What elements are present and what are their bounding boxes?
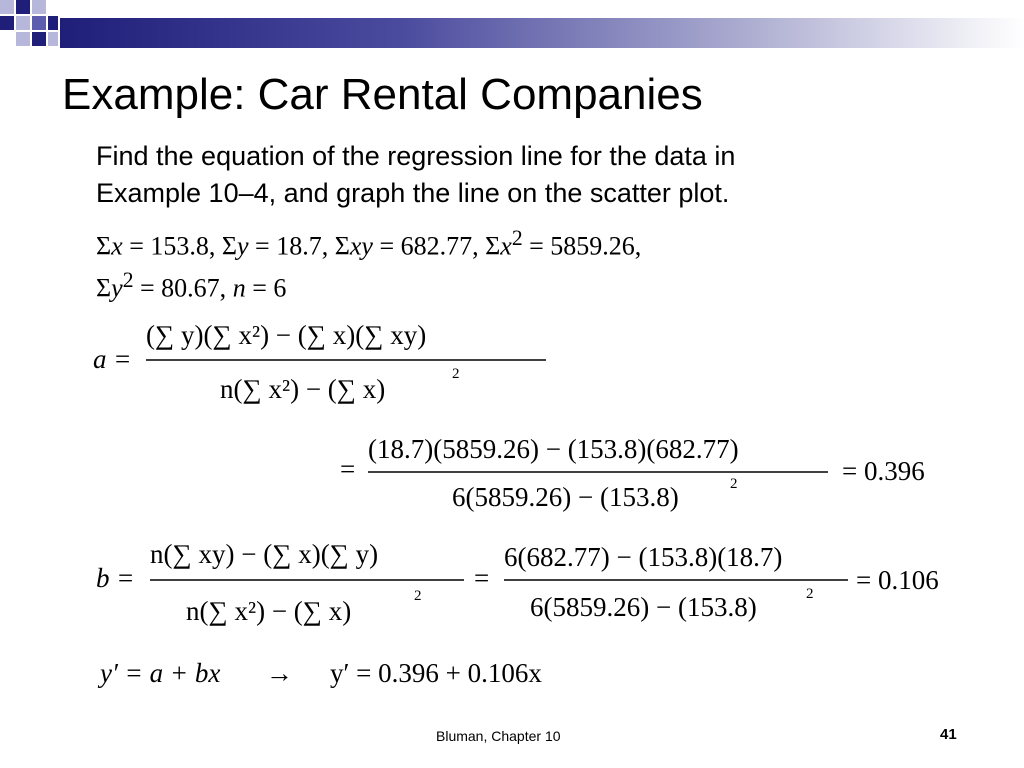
sigma-symbol: Σ	[334, 231, 350, 261]
var-n: n	[232, 273, 246, 303]
b-formula-exponent: 2	[414, 588, 422, 604]
var-xy: xy	[349, 231, 373, 261]
problem-line-2: Example 10–4, and graph the line on the scatter plot.	[96, 178, 730, 208]
sigma-symbol: Σ	[96, 231, 112, 261]
b-calc-exponent: 2	[806, 586, 814, 602]
n-value: = 6	[245, 273, 287, 303]
a-calc-equals: =	[340, 454, 356, 484]
b-formula-denominator: n(∑ x²) − (∑ x)	[186, 596, 352, 626]
a-result: = 0.396	[842, 456, 925, 486]
sum-x2-value: = 5859.26,	[522, 231, 642, 261]
a-calc-numerator: (18.7)(5859.26) − (153.8)(682.77)	[368, 434, 739, 464]
exponent: 2	[122, 268, 134, 292]
slide-title: Example: Car Rental Companies	[62, 70, 703, 119]
sum-x-value: = 153.8,	[122, 231, 222, 261]
b-formula-numerator: n(∑ xy) − (∑ x)(∑ y)	[150, 539, 379, 569]
a-formula-exponent: 2	[452, 366, 460, 382]
sigma-symbol: Σ	[221, 231, 237, 261]
a-label: a =	[93, 344, 132, 374]
a-formula-denominator: n(∑ x²) − (∑ x)	[220, 374, 386, 404]
a-calc-exponent: 2	[730, 476, 738, 492]
sum-xy-value: = 682.77,	[372, 231, 486, 261]
var-y: y	[237, 231, 249, 261]
a-formula-numerator: (∑ y)(∑ x²) − (∑ x)(∑ xy)	[146, 320, 427, 350]
problem-line-1: Find the equation of the regression line for the data in	[96, 141, 736, 171]
sum-y-value: = 18.7,	[248, 231, 335, 261]
a-calc-denominator: 6(5859.26) − (153.8)	[452, 482, 679, 512]
var-x: x	[111, 231, 123, 261]
b-calc-equals: =	[474, 563, 490, 593]
regression-equation: y′ = 0.396 + 0.106x	[330, 658, 542, 688]
implies-arrow: →	[266, 658, 293, 688]
b-result: = 0.106	[856, 565, 939, 595]
var-y: y	[111, 273, 123, 303]
regression-general-form: y′ = a + bx	[100, 658, 221, 688]
page-number: 41	[940, 726, 957, 743]
exponent: 2	[511, 226, 523, 250]
var-x: x	[500, 231, 512, 261]
b-calc-numerator: 6(682.77) − (153.8)(18.7)	[504, 542, 783, 572]
b-label: b =	[96, 563, 135, 593]
sum-y2-value: = 80.67,	[133, 273, 233, 303]
b-calc-denominator: 6(5859.26) − (153.8)	[530, 592, 757, 622]
footer-source: Bluman, Chapter 10	[436, 728, 561, 744]
sigma-symbol: Σ	[485, 231, 501, 261]
sigma-symbol: Σ	[96, 273, 112, 303]
